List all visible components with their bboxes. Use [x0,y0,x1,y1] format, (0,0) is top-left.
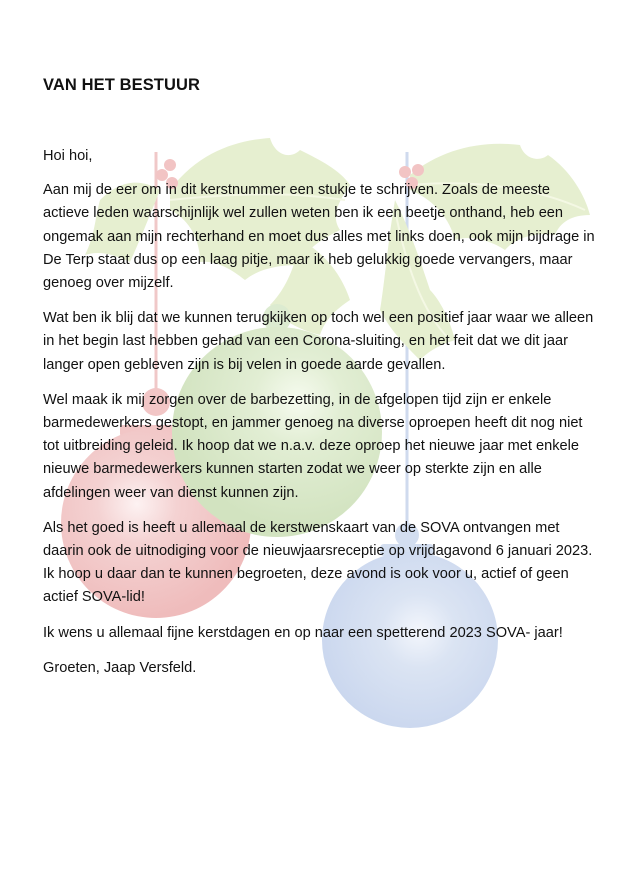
greeting: Hoi hoi, [43,148,93,164]
paragraph: Wel maak ik mij zorgen over de barbezetting, in de afgelopen tijd zijn er enkele barmedewerkers gestopt, en jammer genoeg na diverse oproepen heeft dit nog niet tot uitbreiding geleid. Ik hoop dat we n.a.v. deze oproep het nieuwe jaar met enkele nieuwe barmedewerkers kunnen starten zodat we weer op sterkte zijn en alle afdelingen weer van dienst kunnen zijn. [43,391,583,501]
paragraph: Ik wens u allemaal fijne kerstdagen en op naar een spetterend 2023 SOVA- jaar! [43,624,563,641]
paragraph: Als het goed is heeft u allemaal de kerstwenskaart van de SOVA ontvangen met daarin ook de uitnodiging voor de nieuwjaarsreceptie op vrijdagavond 6 januari 2023. Ik hoop u daar dan te kunnen begroeten, deze avond is ook voor u, actief of geen actief SOVA-lid! [43,519,593,606]
closing-signature: Groeten, Jaap Versfeld. [43,659,197,676]
paragraph: Wat ben ik blij dat we kunnen terugkijken op toch wel een positief jaar waar we alleen in het begin last hebben gehad van een Corona-sluiting, en het feit dat we dit jaar langer open gebleven zijn is bij velen in goede aarde gevallen. [43,310,594,373]
letter-body [43,145,595,692]
page-title: VAN HET BESTUUR [43,76,201,94]
paragraph: Aan mij de eer om in dit kerstnummer een stukje te schrijven. Zoals de meeste actieve leden waarschijnlijk wel zullen weten ben ik een beetje onthand, heb een ongemak aan mijn rechterhand en moet dus alles met links doen, ook mijn bijdrage in De Terp staat dus op een laag pitje, maar ik heb gelukkig goede vervangers, maar genoeg over mijzelf. [43,182,595,292]
